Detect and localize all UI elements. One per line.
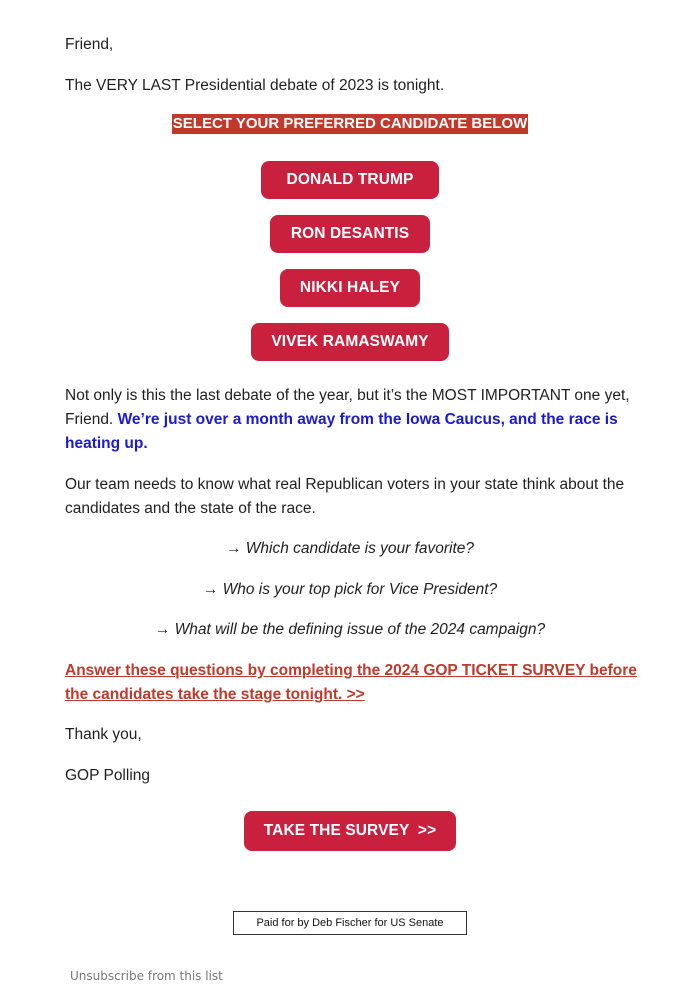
question-item: → What will be the defining issue of the 2024 campaign? xyxy=(154,621,546,638)
intro-text: The VERY LAST Presidential debate of 2023 is tonight. xyxy=(65,77,445,94)
survey-link[interactable]: Answer these questions by completing the 2024 GOP TICKET SURVEY before the candidates take the stage tonight. >> xyxy=(65,662,637,703)
candidate-row xyxy=(65,269,635,307)
take-survey-button[interactable]: TAKE THE SURVEY >> xyxy=(244,811,456,851)
signature: GOP Polling xyxy=(65,767,151,784)
banner-wrap xyxy=(65,114,635,134)
candidate-button-haley[interactable]: NIKKI HALEY xyxy=(280,269,420,307)
unsubscribe-link[interactable]: Unsubscribe from this list xyxy=(70,969,223,983)
greeting: Friend, xyxy=(65,36,114,53)
select-candidate-banner: SELECT YOUR PREFERRED CANDIDATE BELOW xyxy=(172,115,528,132)
question-item: → Which candidate is your favorite? xyxy=(225,540,475,557)
candidate-button-trump[interactable]: DONALD TRUMP xyxy=(261,161,440,199)
debate-paragraph xyxy=(65,384,640,456)
voters-paragraph: Our team needs to know what real Republican voters in your state think about the candidates and the state of the race. xyxy=(65,476,625,517)
paid-for-wrap xyxy=(0,911,700,935)
paid-for-disclaimer: Paid for by Deb Fischer for US Senate xyxy=(233,911,467,935)
candidate-button-desantis[interactable]: RON DESANTIS xyxy=(270,215,430,253)
iowa-caucus-highlight: We’re just over a month away from the Iowa Caucus, and the race is heating up. xyxy=(65,411,618,452)
closing-text: Thank you, xyxy=(65,726,142,743)
candidate-row xyxy=(65,161,635,199)
survey-button-row xyxy=(65,811,635,851)
candidate-row xyxy=(65,323,635,361)
candidate-row xyxy=(65,215,635,253)
candidate-button-ramaswamy[interactable]: VIVEK RAMASWAMY xyxy=(251,323,448,361)
debate-paragraph-text: Not only is this the last debate of the year, but it’s the MOST IMPORTANT one yet, Friend. xyxy=(65,387,630,428)
question-item: → Who is your top pick for Vice President? xyxy=(202,581,498,598)
